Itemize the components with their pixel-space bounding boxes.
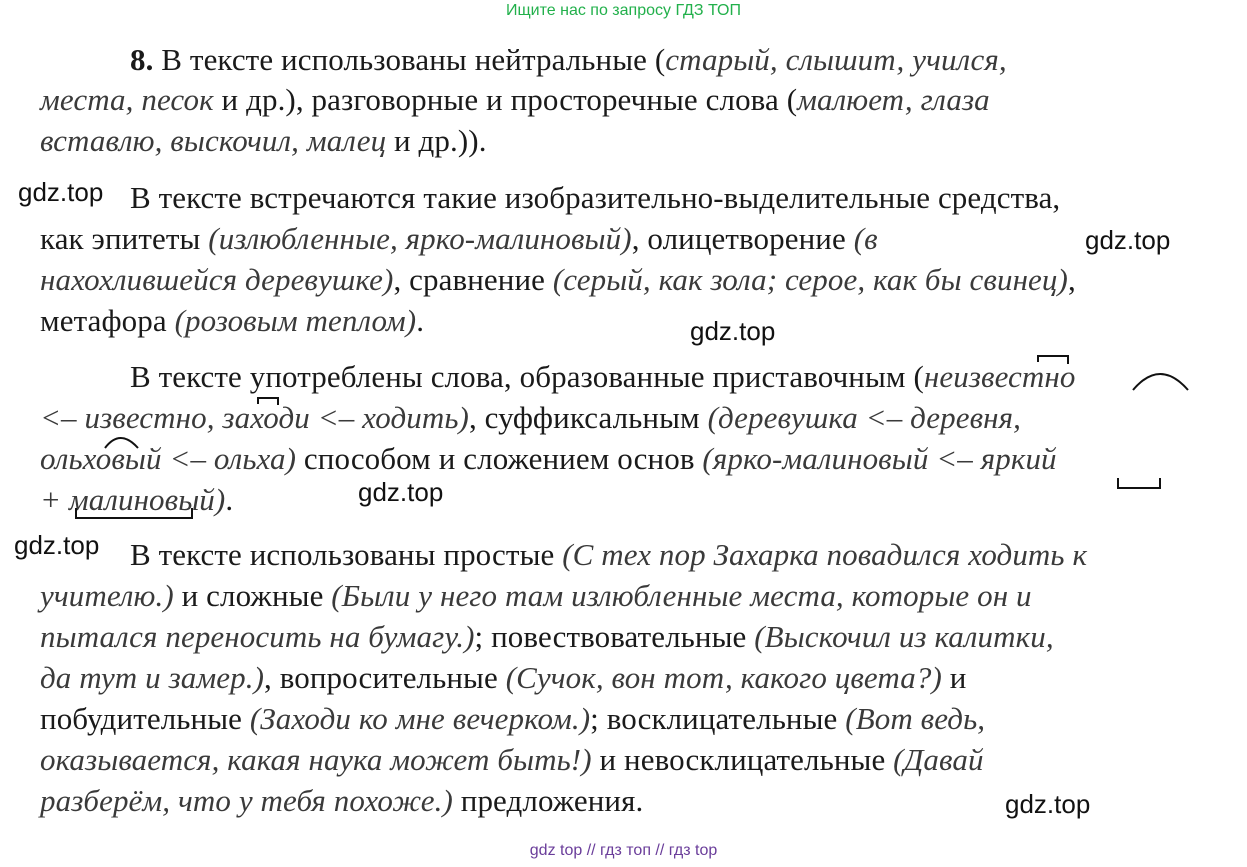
- p4-example: (Выскочил из калитки,: [754, 619, 1054, 654]
- watermark: gdz.top: [690, 316, 776, 346]
- footer-links[interactable]: gdz top // гдз топ // гдз top: [529, 842, 718, 859]
- p4-example: (Вот ведь,: [845, 701, 986, 736]
- watermark: gdz.top: [358, 477, 444, 507]
- root-arc-olkhovy: [105, 438, 138, 448]
- p3-example: <– известно, заходи <– ходить): [40, 400, 469, 435]
- p2-text: ,: [1067, 262, 1076, 297]
- p4-line-2: [40, 576, 1032, 616]
- p3-text: .: [225, 482, 234, 517]
- p4-example: (Давай: [893, 742, 984, 777]
- p4-text: , вопросительные: [264, 660, 506, 695]
- p2-text: , сравнение: [393, 262, 553, 297]
- p4-text: ; восклицательные: [590, 701, 846, 736]
- p3-example: (деревушка <– деревня,: [707, 400, 1022, 435]
- search-banner-link[interactable]: Ищите нас по запросу ГДЗ ТОП: [506, 2, 741, 19]
- p1-text: В тексте использованы нейтральные (: [153, 42, 666, 77]
- p2-text: как эпитеты: [40, 221, 209, 256]
- p2-text: .: [416, 303, 425, 338]
- prefix-mark-zakhodi: [258, 398, 278, 405]
- p2-text: метафора: [40, 303, 175, 338]
- p4-line-7: [40, 781, 643, 821]
- p4-example: (Заходи ко мне вечерком.): [249, 701, 591, 736]
- root-arc-derevushka-1: [1133, 374, 1188, 390]
- p4-example: оказывается, какая наука может быть!): [40, 742, 592, 777]
- prefix-mark-neizvestno: [1038, 356, 1068, 364]
- p3-example: + малиновый): [40, 482, 226, 517]
- p4-text: побудительные: [40, 701, 250, 736]
- p3-example: неизвестно: [923, 359, 1076, 394]
- p4-example: разберём, что у тебя похоже.): [40, 783, 453, 818]
- p3-example: (ярко-малиновый <– яркий: [702, 441, 1057, 476]
- p3-text: В тексте употреблены слова, образованные приставочным (: [130, 359, 924, 394]
- watermark: gdz.top: [14, 530, 100, 560]
- watermark: gdz.top: [1005, 789, 1091, 819]
- p4-line-1: [130, 535, 1087, 575]
- p3-example: ольховый <– ольха): [40, 441, 297, 476]
- p4-line-6: [40, 740, 984, 780]
- p4-text: ; повествовательные: [474, 619, 755, 654]
- p4-line-4: [40, 658, 966, 698]
- p3-text: способом и сложением основ: [296, 441, 703, 476]
- p4-line-5: [40, 699, 985, 739]
- exercise-number: 8.: [130, 42, 154, 77]
- p4-example: (Сучок, вон тот, какого цвета?): [505, 660, 942, 695]
- root-bracket-malinovy: [76, 508, 192, 518]
- p1-example: вставлю, выскочил, малец: [40, 123, 387, 158]
- p2-text: , олицетворение: [631, 221, 854, 256]
- p4-text: предложения.: [452, 783, 644, 818]
- watermark: gdz.top: [18, 177, 104, 207]
- p3-text: , суффиксальным: [468, 400, 708, 435]
- p4-example: да тут и замер.): [40, 660, 265, 695]
- p2-line-1: В тексте встречаются такие изобразительно-выделительные средства,: [130, 180, 1061, 215]
- p1-text: и др.), разговорные и просторечные слова (: [213, 82, 798, 117]
- p1-example: старый, слышит, учился,: [665, 42, 1007, 77]
- p2-example: нахохлившейся деревушке): [40, 262, 394, 297]
- p2-example: (розовым теплом): [174, 303, 417, 338]
- p4-example: (С тех пор Захарка повадился ходить к: [562, 537, 1088, 572]
- p1-text: и др.)).: [386, 123, 487, 158]
- p4-text: В тексте использованы простые: [130, 537, 563, 572]
- root-bracket-yarkiy: [1118, 478, 1160, 488]
- p2-example: (серый, как зола; серое, как бы свинец): [552, 262, 1068, 297]
- p1-example: места, песок: [40, 82, 214, 117]
- p2-example: (излюбленные, ярко-малиновый): [208, 221, 632, 256]
- p4-example: учителю.): [40, 578, 174, 613]
- p4-example: (Были у него там излюбленные места, которые он и: [331, 578, 1032, 613]
- watermark: gdz.top: [1085, 225, 1171, 255]
- p4-text: и невосклицательные: [591, 742, 894, 777]
- p4-text: и сложные: [173, 578, 332, 613]
- p4-line-3: [40, 617, 1054, 657]
- p2-example: (в: [853, 221, 878, 256]
- p4-example: пытался переносить на бумагу.): [40, 619, 475, 654]
- p1-example: малюет, глаза: [797, 82, 990, 117]
- p4-text: и: [941, 660, 967, 695]
